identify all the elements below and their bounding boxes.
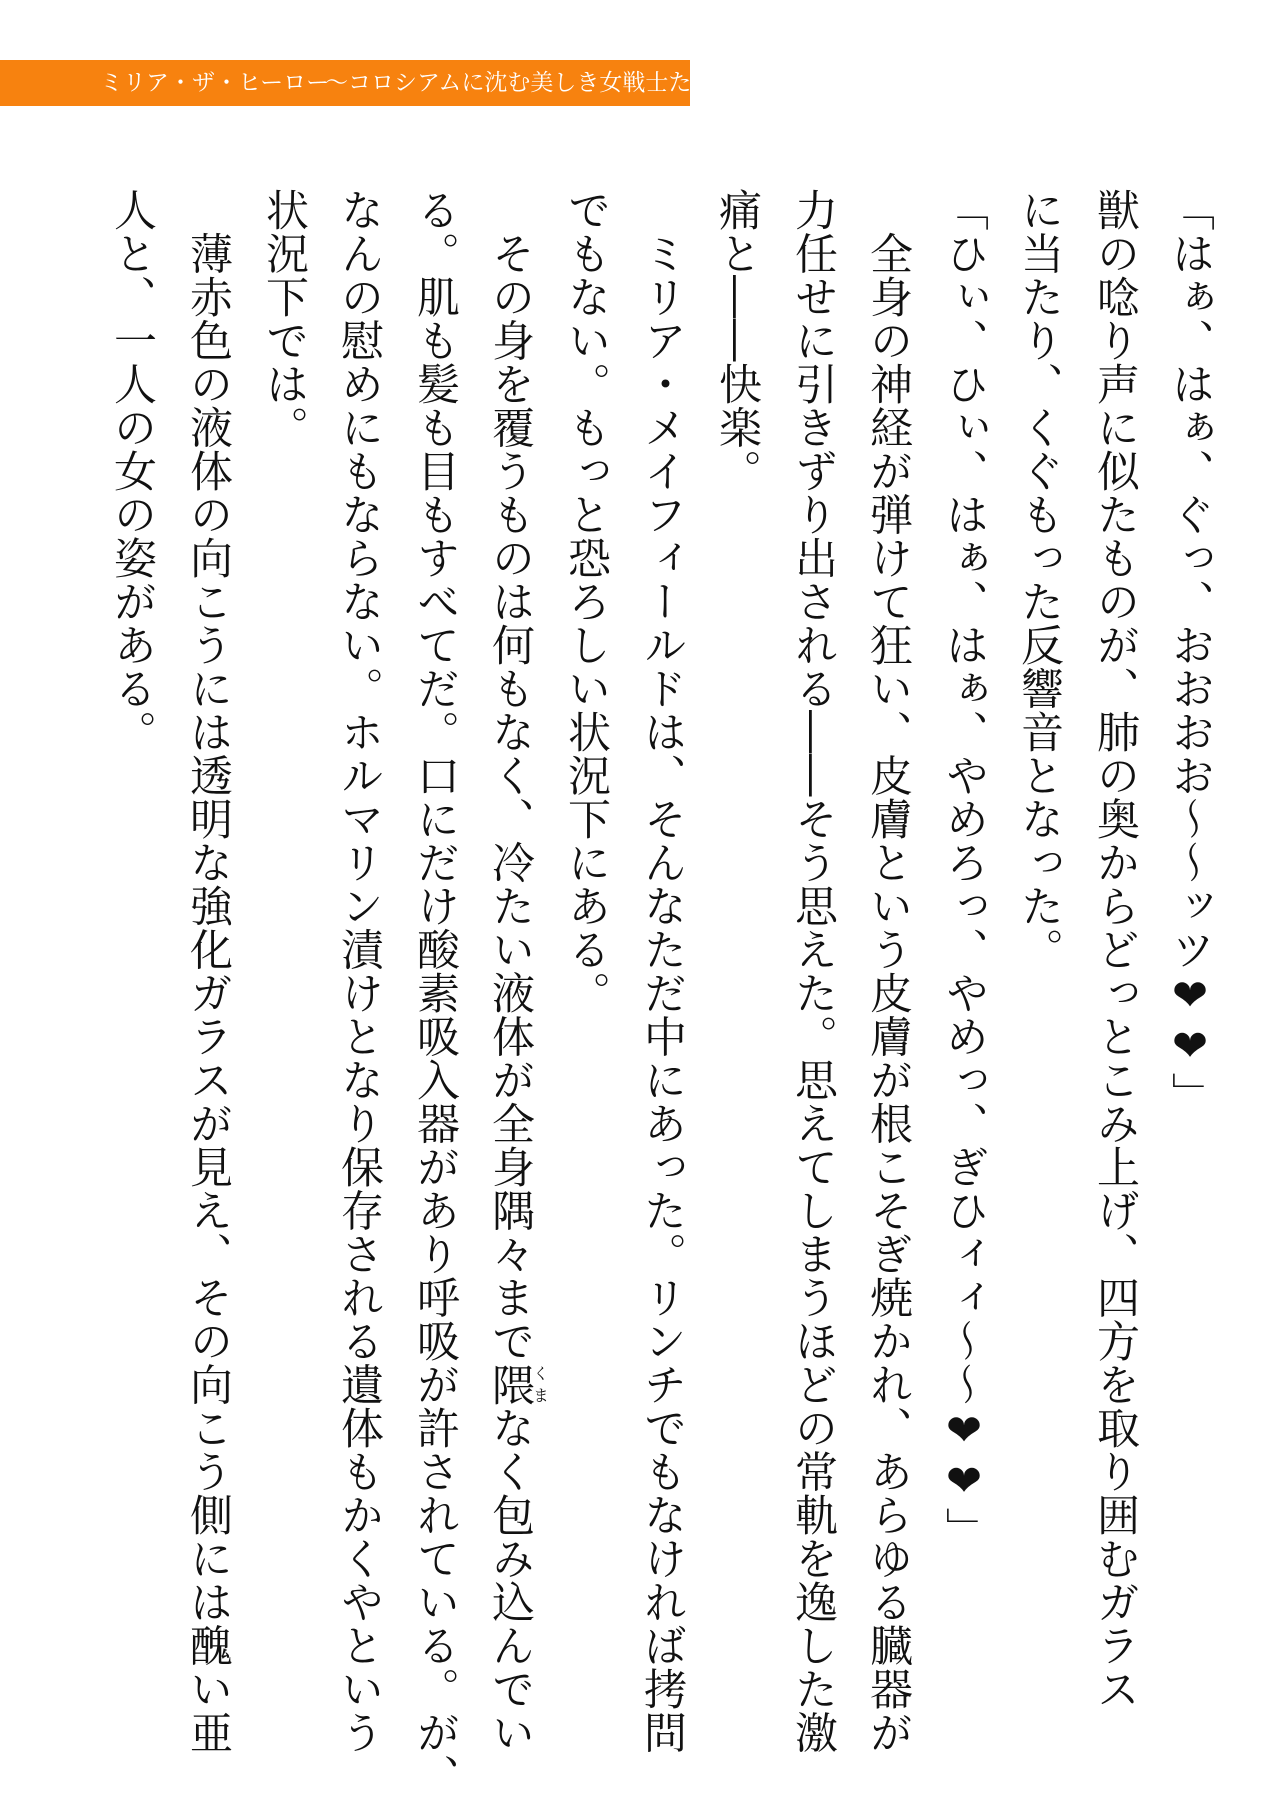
text-column: 力任せに引きずり出される――そう思えた。思えてしまうほどの常軌を逸した激 [788,188,838,1754]
book-title: ミリア・ザ・ヒーロー [100,70,330,96]
book-subtitle: ～コロシアムに沈む美しき女戦士たち～ [325,70,738,96]
ruby-base: 隈 [485,1362,535,1406]
text-column-with-ruby [472,188,550,1754]
text-segment: その身を覆うものは何もなく、冷たい液体が全身隅々まで [485,188,535,1363]
text-column: 「ひぃ、ひぃ、はぁ、はぁ、やめろっ、やめっ、ぎひィィ～～❤❤」 [939,188,989,1551]
running-header [0,60,738,106]
text-column: る。肌も髪も目もすべてだ。口にだけ酸素吸入器があり呼吸が許されている。が、 [410,188,460,1798]
text-column: なんの慰めにもならない。ホルマリン漬けとなり保存される遺体もかくやという [334,188,384,1754]
text-column: 薄赤色の液体の向こうには透明な強化ガラスが見え、その向こう側には醜い亜 [183,188,233,1754]
text-column: 「はぁ、はぁ、ぐっ、おおおお～～ッツ❤❤」 [1165,188,1215,1116]
text-column: でもない。もっと恐ろしい状況下にある。 [561,188,611,1015]
text-column: 人と、一人の女の姿がある。 [107,188,157,754]
text-column: 状況下では。 [259,188,309,449]
text-column: 全身の神経が弾けて狂い、皮膚という皮膚が根こそぎ焼かれ、あらゆる臓器が [863,188,913,1754]
text-column: ミリア・メイフィールドは、そんなただ中にあった。リンチでもなければ拷問 [637,188,687,1754]
ruby-reading: くま [530,1362,550,1406]
text-column: に当たり、くぐもった反響音となった。 [1014,188,1064,971]
text-column: 獣の唸り声に似たものが、肺の奥からどっとこみ上げ、四方を取り囲むガラス [1090,188,1140,1711]
text-column: 痛と――快楽。 [712,188,762,493]
ruby-word [485,1362,550,1407]
text-segment: なく包み込んでい [485,1406,535,1754]
